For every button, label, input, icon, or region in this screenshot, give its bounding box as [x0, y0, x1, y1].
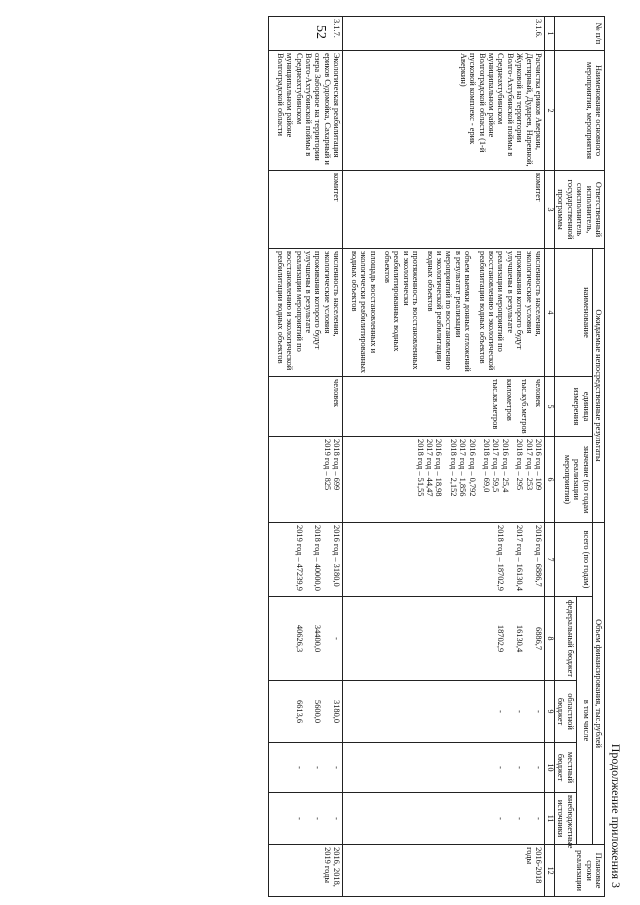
- col-number: 5: [545, 377, 555, 437]
- result-unit: тыс.куб.метров: [519, 379, 529, 434]
- header-exp-name: наименование: [554, 249, 592, 377]
- header-local: местный бюджет: [554, 743, 576, 793]
- header-name: Наименование основного мероприятия, мероприятия: [554, 51, 604, 171]
- result-values-cell: [269, 437, 343, 523]
- col-number: 3: [545, 171, 555, 249]
- planned-terms: 2016, 2018, 2019 годы: [269, 845, 343, 897]
- activity-name: Экологическая реабилитация ериков Судомойка, Сахарный и озера Заборное на территории Волго-Ахтубинской поймы в Среднеахтубинском муниципальном районе Волгоградской области: [269, 51, 343, 171]
- header-terms: Плановые сроки реализации: [554, 845, 604, 897]
- executor: комитет: [343, 171, 545, 249]
- result-unit: человек: [534, 379, 544, 407]
- column-numbers-row: [545, 17, 555, 897]
- activity-name: Расчистка ериков Аверкин, Дегтярный, Дударев, Наревной, Журковой на территории Волго-Ахтубинской поймы в Среднеахтубинском муниципальном районе Волгоградской области (1-й пусковой комплекс - ерик Аверкин): [343, 51, 545, 171]
- table-row: [269, 17, 343, 897]
- result-unit: километров: [505, 379, 515, 421]
- result-values: 2016 год – 109 2017 год – 253 2018 год – 295: [515, 439, 544, 491]
- result-unit: человек: [332, 379, 342, 407]
- result-values-cell: [343, 437, 545, 523]
- col-number: 1: [545, 17, 555, 51]
- result-names-cell: [343, 249, 545, 377]
- executor: комитет: [269, 171, 343, 249]
- header-federal: федеральный бюджет: [554, 597, 576, 681]
- header-total: всего (по годам): [554, 523, 592, 597]
- col-number: 11: [545, 793, 555, 845]
- funding-extra: - - -: [269, 793, 343, 845]
- continuation-label: Продолжение приложения 3: [609, 743, 623, 888]
- result-names-cell: [269, 249, 343, 377]
- rotated-page: [5, 10, 625, 900]
- result-units-cell: [343, 377, 545, 437]
- col-number: 7: [545, 523, 555, 597]
- funding-regional: - - -: [343, 681, 545, 743]
- result-values: 2018 год – 699 2019 год – 825: [322, 439, 342, 491]
- planned-terms: 2016-2018 годы: [343, 845, 545, 897]
- col-number: 9: [545, 681, 555, 743]
- result-units-cell: [269, 377, 343, 437]
- funding-local: - - -: [269, 743, 343, 793]
- table-body: [269, 17, 545, 897]
- col-number: 6: [545, 437, 555, 523]
- col-number: 2: [545, 51, 555, 171]
- header-extra: внебюджетные источники: [554, 793, 576, 845]
- table-row: [343, 17, 545, 897]
- page-number: 52: [313, 25, 328, 39]
- result-unit: тыс.кв.метров: [490, 379, 500, 430]
- col-number: 4: [545, 249, 555, 377]
- row-number: 3.1.6.: [343, 17, 545, 51]
- result-name: площадь восстановленных и экологически реабилитированных водных объектов: [349, 251, 378, 374]
- header-exp-value: значение (по годам реализации мероприятия): [554, 437, 592, 523]
- funding-local: - - -: [343, 743, 545, 793]
- funding-total: 2016 год – 3180,0 2018 год – 40000,0 2019 год – 47239,9: [269, 523, 343, 597]
- col-number: 12: [545, 845, 555, 897]
- result-name: численность населения, экологические условия проживания которого будут улучшены в результате реализации мероприятий по восстановлению и экологической реабилитации водных объектов: [275, 251, 342, 371]
- result-name: объем выемки донных отложений в результате реализации мероприятий по восстановлению и экологической реабилитации водных объектов: [425, 251, 473, 372]
- funding-regional: 3180,0 5600,0 6613,6: [269, 681, 343, 743]
- funding-extra: - - -: [343, 793, 545, 845]
- result-values: 2016 год – 25,4 2017 год – 59,5 2018 год – 69,0: [481, 439, 510, 493]
- funding-federal: - 34400,0 40626,3: [269, 597, 343, 681]
- funding-federal: 6886,7 16130,4 18702,9: [343, 597, 545, 681]
- result-name: численность населения, экологические условия проживания которого будут улучшены в результате реализации мероприятий по восстановлению и экологической реабилитации водных объектов: [477, 251, 544, 371]
- result-values: 2016 год – 18,98 2017 год – 44,47 2018 год – 51,55: [415, 439, 444, 497]
- result-values: 2016 год – 0,792 2017 год – 1,856 2018 год – 2,152: [448, 439, 477, 497]
- funding-total: 2016 год – 6886,7 2017 год – 16130,4 2018 год – 18702,9: [343, 523, 545, 597]
- program-table: [268, 16, 605, 897]
- header-funding: Объем финансирования, тыс.рублей: [592, 523, 604, 845]
- header-expected: Ожидаемые непосредственные результаты: [592, 249, 604, 523]
- header-exp-unit: единица измерения: [554, 377, 592, 437]
- col-number: 8: [545, 597, 555, 681]
- result-name: протяженность восстановленных и экологически реабилитированных водных объектов: [382, 251, 421, 370]
- col-number: 10: [545, 743, 555, 793]
- header-no: № п/п: [554, 17, 604, 51]
- header-regional: областной бюджет: [554, 681, 576, 743]
- header-incl: в том числе: [576, 597, 592, 845]
- header-executor: Ответственный исполнитель, соисполнитель государственной программы: [554, 171, 604, 249]
- row-number: 3.1.7.: [269, 17, 343, 51]
